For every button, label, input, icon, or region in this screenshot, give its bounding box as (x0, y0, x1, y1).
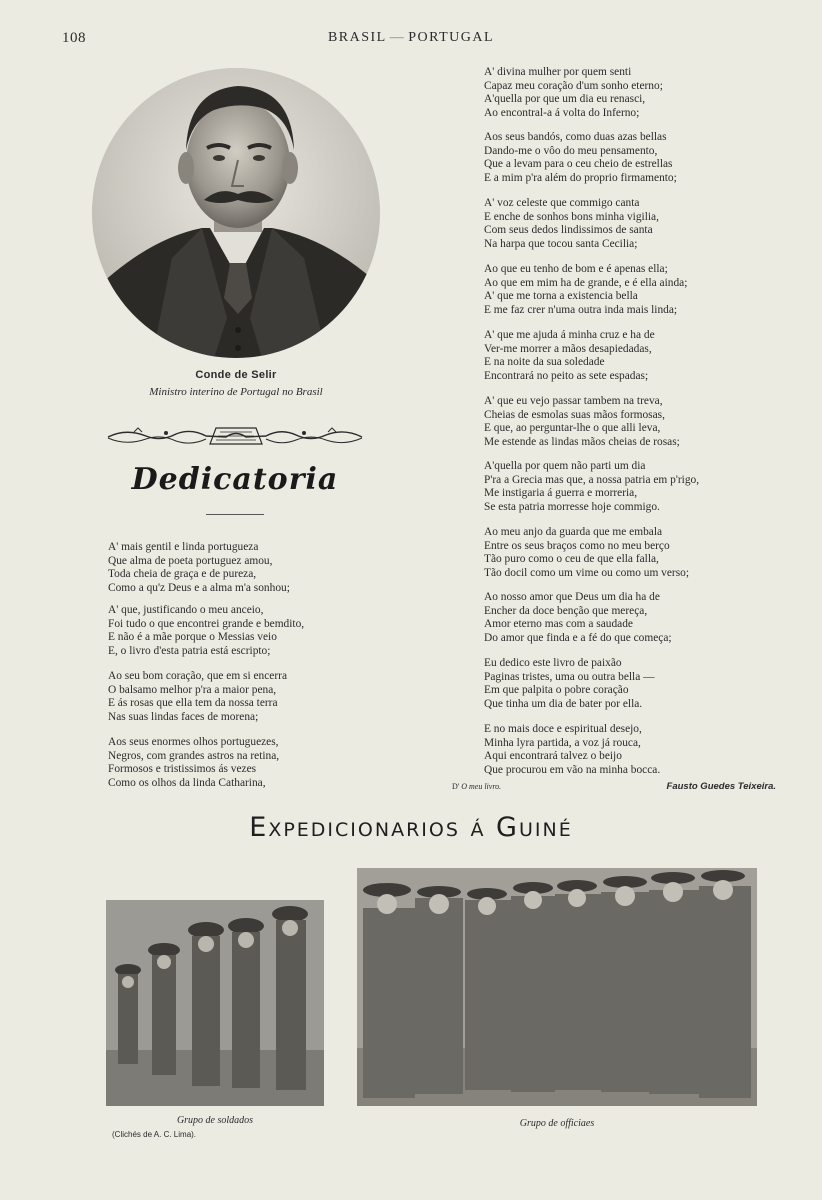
verse-line: A' que me torna a existencia bella (484, 290, 638, 303)
left-stanza (108, 541, 290, 595)
right-stanza (484, 197, 659, 251)
verse-line: Com seus dedos lindissimos de santa (484, 224, 653, 237)
left-stanza (108, 670, 287, 724)
page-number: 108 (62, 30, 86, 46)
source-book: O meu livro. (461, 782, 502, 791)
verse-line: A' que, justificando o meu anceio, (108, 604, 264, 616)
verse-line: Que tinha um dia de bater por ella. (484, 697, 643, 710)
verse-line: Se esta patria morresse hoje commigo. (484, 500, 660, 513)
right-stanza (484, 395, 680, 449)
portrait-name: Conde de Selir (195, 369, 277, 381)
verse-line: A'quella por que um dia eu renasci, (484, 93, 646, 106)
right-stanza (484, 329, 655, 383)
verse-line: Que procurou em vão na minha bocca. (484, 763, 661, 776)
verse-line: Eu dedico este livro de paixão (484, 657, 622, 669)
left-stanza (108, 604, 304, 658)
right-stanza (484, 723, 660, 777)
soldiers-photo-caption: Grupo de soldados (176, 1115, 254, 1126)
verse-line: Aos seus bandós, como duas azas bellas (484, 131, 667, 143)
verse-line: Capaz meu coração d'um sonho eterno; (484, 79, 663, 92)
right-stanza (484, 66, 663, 120)
verse-line: Toda cheia de graça e de pureza, (108, 568, 257, 581)
running-head-separator: — (389, 30, 406, 45)
poem-author: Fausto Guedes Teixeira. (666, 781, 776, 792)
dedication-title: Dedicatoria (131, 462, 339, 497)
verse-line: E me faz crer n'uma outra inda mais linda; (484, 303, 678, 316)
officers-photo-caption: Grupo de officiaes (519, 1118, 595, 1129)
verse-line: E enche de sonhos bons minha vigilia, (484, 210, 659, 223)
verse-line: Entre os seus braços como no meu berço (484, 539, 670, 552)
verse-line: Ao encontral-a á volta do Inferno; (484, 106, 640, 119)
verse-line: A'quella por quem não parti um dia (484, 460, 646, 472)
verse-line: Que a levam para o ceu cheio de estrellas (484, 158, 673, 171)
poem-source (452, 782, 501, 791)
verse-line: Amor eterno mas com a saudade (484, 618, 633, 631)
decorative-ornament (106, 424, 364, 450)
portrait-caption: Ministro interino de Portugal no Brasil (149, 386, 323, 398)
verse-line: Dando-me o vôo do meu pensamento, (484, 144, 658, 157)
verse-line: Cheias de esmolas suas mãos formosas, (484, 408, 665, 421)
verse-line: E, o livro d'esta patria está escripto; (108, 644, 271, 657)
verse-line: Me instigaria á guerra e morreria, (484, 487, 638, 500)
verse-line: P'ra a Grecia mas que, a nossa patria em p'rigo, (484, 473, 700, 486)
verse-line: A' que me ajuda á minha cruz e ha de (484, 329, 655, 341)
verse-line: Como os olhos da linda Catharina, (108, 776, 266, 789)
verse-line: Minha lyra partida, a voz já rouca, (484, 736, 641, 749)
left-stanza (108, 736, 279, 790)
verse-line: A' mais gentil e linda portugueza (108, 541, 259, 553)
running-head-right: PORTUGAL (408, 30, 495, 45)
verse-line: Aqui encontrará talvez o beijo (484, 750, 622, 763)
verse-line: Encontrará no peito as sete espadas; (484, 369, 649, 382)
verse-line: E não é a mãe porque o Messias veio (108, 631, 277, 644)
verse-line: Ao que em mim ha de grande, e é ella ainda; (484, 276, 688, 289)
soldiers-photo (106, 900, 324, 1106)
verse-line: Na harpa que tocou santa Cecilia; (484, 237, 638, 250)
verse-line: Encher da doce benção que mereça, (484, 604, 648, 617)
verse-line: Formosos e tristissimos ás vezes (108, 763, 257, 776)
source-prefix: D' (452, 782, 460, 791)
portrait-photo (92, 68, 380, 358)
right-stanza (484, 657, 655, 711)
verse-line: E que, ao perguntar-lhe o que alli leva, (484, 422, 661, 435)
verse-line: E a mim p'ra além do proprio firmamento; (484, 171, 677, 184)
right-stanza (484, 591, 672, 645)
right-stanza (484, 460, 699, 514)
verse-line: Foi tudo o que encontrei grande e bemdito, (108, 617, 305, 630)
verse-line: A' voz celeste que commigo canta (484, 197, 640, 209)
right-stanza (484, 131, 677, 185)
verse-line: Que alma de poeta portuguez amou, (108, 554, 273, 567)
verse-line: E ás rosas que ella tem da nossa terra (108, 697, 278, 710)
verse-line: Do amor que finda e a fé do que começa; (484, 631, 672, 644)
verse-line: Ao meu anjo da guarda que me embala (484, 526, 663, 538)
right-stanza (484, 526, 689, 580)
verse-line: Como a qu'z Deus e a alma m'a sonhou; (108, 581, 290, 594)
verse-line: E no mais doce e espiritual desejo, (484, 723, 642, 735)
right-stanza (484, 263, 687, 317)
running-head (0, 30, 822, 46)
verse-line: Ver-me morrer a mãos desapiedadas, (484, 342, 652, 355)
verse-line: Nas suas lindas faces de morena; (108, 710, 259, 723)
officers-photo (357, 868, 757, 1106)
photo-credit: (Clichés de A. C. Lima). (112, 1130, 197, 1139)
verse-line: Ao seu bom coração, que em si encerra (108, 670, 288, 682)
verse-line: Negros, com grandes astros na retina, (108, 749, 280, 762)
verse-line: O balsamo melhor p'ra a maior pena, (108, 683, 277, 696)
verse-line: E na noite da sua soledade (484, 356, 605, 369)
verse-line: Tão puro como o ceu de que ella falla, (484, 553, 659, 566)
verse-line: Tão docil como um vime ou como um verso; (484, 566, 689, 579)
verse-line: A' divina mulher por quem senti (484, 66, 632, 78)
verse-line: Em que palpita o pobre coração (484, 684, 629, 697)
verse-line: Aos seus enormes olhos portuguezes, (108, 736, 279, 748)
verse-line: Paginas tristes, uma ou outra bella — (484, 670, 655, 683)
verse-line: A' que eu vejo passar tambem na treva, (484, 395, 663, 407)
verse-line: Me estende as lindas mãos cheias de rosas; (484, 435, 680, 448)
section-title: Expedicionarios á Guiné (249, 812, 573, 843)
running-head-left: BRASIL (327, 30, 387, 45)
verse-line: Ao que eu tenho de bom e é apenas ella; (484, 263, 668, 275)
verse-line: Ao nosso amor que Deus um dia ha de (484, 591, 660, 603)
title-rule (206, 514, 264, 515)
